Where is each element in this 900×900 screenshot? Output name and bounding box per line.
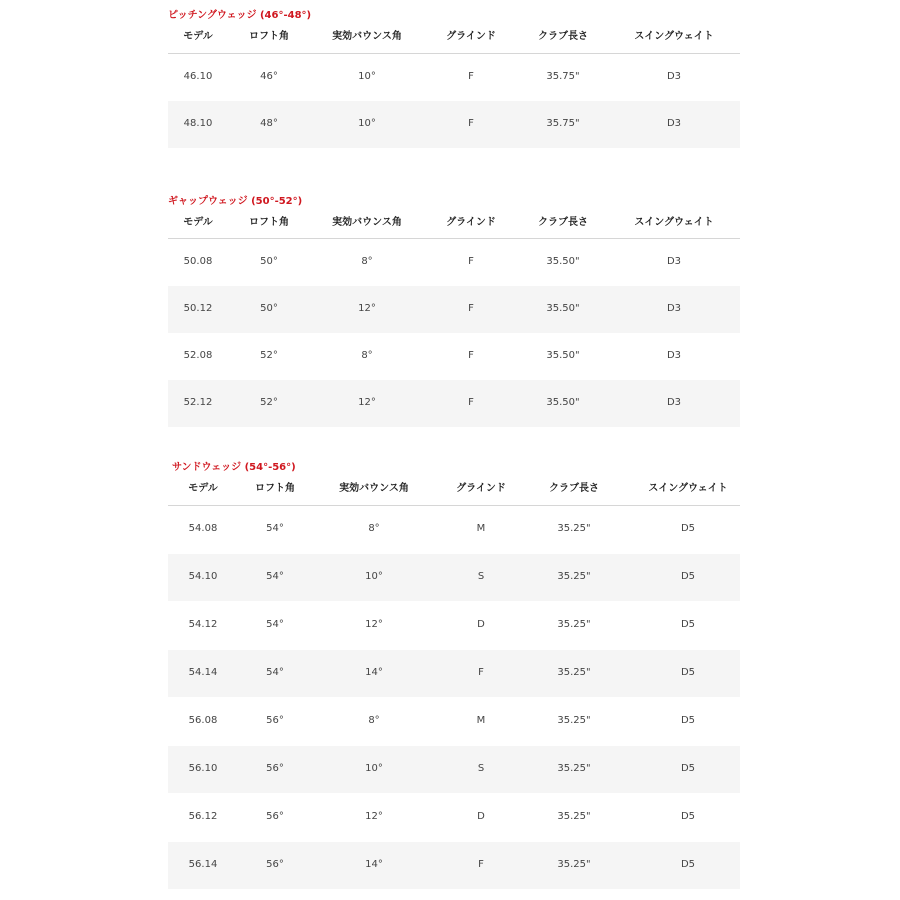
col-length: クラブ長さ [538,31,588,42]
cell-length: 35.75" [546,71,580,82]
cell-grind: F [478,667,484,678]
cell-length: 35.25" [557,523,591,534]
col-model: モデル [183,217,213,228]
cell-length: 35.50" [546,256,580,267]
table-header [168,213,740,239]
cell-model: 54.14 [188,667,218,678]
cell-length: 35.25" [557,859,591,870]
col-loft: ロフト角 [249,217,289,228]
cell-swingweight: D5 [680,715,696,726]
cell-grind: F [468,303,474,314]
sand-wedge-section [168,458,740,889]
cell-loft: 56° [266,763,284,774]
cell-model: 50.08 [183,256,213,267]
cell-grind: D [477,811,485,822]
cell-length: 35.25" [557,667,591,678]
col-length: クラブ長さ [549,483,599,494]
cell-model: 54.10 [188,571,218,582]
cell-model: 54.08 [188,523,218,534]
cell-bounce: 12° [358,397,376,408]
cell-bounce: 14° [365,667,383,678]
cell-bounce: 14° [365,859,383,870]
cell-loft: 46° [260,71,278,82]
cell-bounce: 8° [361,256,373,267]
cell-model: 52.12 [183,397,213,408]
cell-bounce: 8° [368,523,380,534]
col-loft: ロフト角 [255,483,295,494]
cell-swingweight: D5 [680,859,696,870]
cell-model: 56.10 [188,763,218,774]
cell-grind: M [476,523,486,534]
cell-swingweight: D5 [680,763,696,774]
cell-model: 52.08 [183,350,213,361]
cell-loft: 52° [260,350,278,361]
col-bounce: 実効バウンス角 [332,31,402,42]
cell-swingweight: D3 [666,71,682,82]
table-row [168,101,740,148]
col-grind: グラインド [456,483,506,494]
cell-model: 46.10 [183,71,213,82]
col-grind: グラインド [446,31,496,42]
cell-swingweight: D3 [666,397,682,408]
col-swingweight: スイングウェイト [634,217,714,228]
col-loft: ロフト角 [249,31,289,42]
table-row [168,746,740,793]
col-bounce: 実効バウンス角 [339,483,409,494]
cell-bounce: 8° [361,350,373,361]
table-row [168,554,740,601]
cell-bounce: 8° [368,715,380,726]
cell-bounce: 12° [365,811,383,822]
cell-swingweight: D5 [680,571,696,582]
cell-bounce: 10° [358,118,376,129]
cell-loft: 56° [266,811,284,822]
cell-loft: 54° [266,619,284,630]
cell-grind: D [477,619,485,630]
cell-loft: 54° [266,667,284,678]
cell-swingweight: D3 [666,350,682,361]
cell-swingweight: D5 [680,523,696,534]
cell-loft: 56° [266,859,284,870]
section-title: サンドウェッジ (54°-56°) [172,462,296,473]
cell-length: 35.50" [546,397,580,408]
col-grind: グラインド [446,217,496,228]
cell-grind: M [476,715,486,726]
cell-grind: F [478,859,484,870]
cell-loft: 54° [266,571,284,582]
col-model: モデル [188,483,218,494]
table-header [168,27,740,54]
cell-grind: F [468,71,474,82]
cell-model: 56.08 [188,715,218,726]
pitching-wedge-section [168,6,740,149]
cell-grind: F [468,397,474,408]
section-title: ピッチングウェッジ (46°-48°) [168,10,312,21]
cell-bounce: 10° [365,571,383,582]
cell-grind: F [468,350,474,361]
cell-grind: S [477,571,485,582]
table-row [168,698,740,745]
cell-length: 35.50" [546,303,580,314]
col-swingweight: スイングウェイト [634,31,714,42]
cell-length: 35.25" [557,619,591,630]
table-row [168,333,740,380]
cell-length: 35.25" [557,715,591,726]
cell-loft: 48° [260,118,278,129]
col-swingweight: スイングウェイト [648,483,728,494]
cell-length: 35.75" [546,118,580,129]
cell-grind: F [468,256,474,267]
cell-swingweight: D3 [666,256,682,267]
cell-loft: 50° [260,303,278,314]
cell-grind: F [468,118,474,129]
table-row [168,602,740,649]
cell-swingweight: D5 [680,667,696,678]
cell-grind: S [477,763,485,774]
cell-model: 50.12 [183,303,213,314]
table-row [168,380,740,427]
cell-length: 35.25" [557,811,591,822]
cell-model: 48.10 [183,118,213,129]
cell-length: 35.25" [557,763,591,774]
section-title: ギャップウェッジ (50°-52°) [168,196,303,207]
cell-bounce: 12° [358,303,376,314]
cell-loft: 56° [266,715,284,726]
cell-length: 35.25" [557,571,591,582]
table-row [168,239,740,286]
cell-bounce: 12° [365,619,383,630]
table-row [168,54,740,101]
cell-bounce: 10° [358,71,376,82]
col-bounce: 実効バウンス角 [332,217,402,228]
cell-model: 56.14 [188,859,218,870]
cell-loft: 50° [260,256,278,267]
cell-length: 35.50" [546,350,580,361]
cell-model: 54.12 [188,619,218,630]
col-length: クラブ長さ [538,217,588,228]
cell-loft: 54° [266,523,284,534]
cell-swingweight: D5 [680,811,696,822]
cell-swingweight: D3 [666,303,682,314]
table-row [168,794,740,841]
table-header [168,479,740,506]
cell-bounce: 10° [365,763,383,774]
cell-swingweight: D5 [680,619,696,630]
table-row [168,286,740,333]
cell-loft: 52° [260,397,278,408]
cell-swingweight: D3 [666,118,682,129]
table-row [168,842,740,889]
table-row [168,650,740,697]
col-model: モデル [183,31,213,42]
gap-wedge-section [168,192,740,428]
cell-model: 56.12 [188,811,218,822]
table-row [168,506,740,553]
